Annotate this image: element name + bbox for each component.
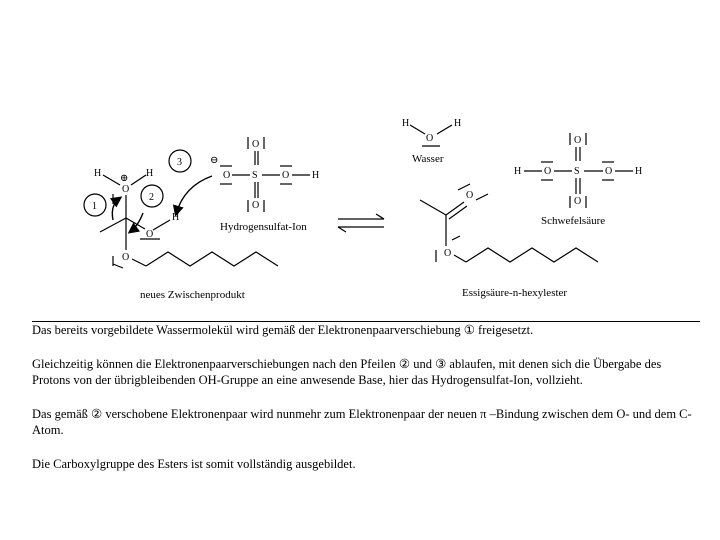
intermediate-h-mid: H [172, 212, 180, 223]
explanation-text [32, 321, 700, 490]
ester-o-carbonyl: O [466, 190, 474, 201]
hydrogensulfate-o-right: O [282, 170, 290, 181]
intermediate-o-mid: O [146, 229, 154, 240]
hydrogensulfate-s: S [252, 170, 258, 181]
intermediate-plus-charge: ⊕ [120, 173, 129, 184]
sulfuric-h-right: H [635, 166, 643, 177]
water-molecule [402, 118, 461, 146]
ester-caption: Essigsäure-n-hexylester [462, 287, 568, 299]
intermediate-molecule [84, 150, 278, 268]
electron-shift-arrow-2 [130, 213, 143, 232]
intermediate-o-ester: O [122, 252, 130, 263]
step-1-number: 1 [92, 201, 97, 212]
hydrogensulfate-o-left: O [223, 170, 231, 181]
water-h-left: H [402, 118, 410, 129]
sulfuric-o-right: O [605, 166, 613, 177]
sulfuric-acid-caption: Schwefelsäure [541, 215, 606, 227]
explanation-paragraph-2: Gleichzeitig können die Elektronenpaarverschiebungen nach den Pfeilen ② und ③ ablaufen, mit denen sich die Übergabe des Protons von der übrigbleibenden OH-Gruppe an eine anwesende Base, hier das Hydrogensulfat-Ion, vollzieht. [32, 357, 662, 387]
sulfuric-s: S [574, 166, 580, 177]
water-o: O [426, 133, 434, 144]
explanation-paragraph-1: Das bereits vorgebildete Wassermolekül wird gemäß der Elektronenpaarverschiebung ① freigesetzt. [32, 323, 534, 337]
sulfuric-o-left: O [544, 166, 552, 177]
hydrogensulfate-minus-charge: ⊖ [210, 155, 219, 166]
sulfuric-acid-molecule [514, 133, 642, 208]
explanation-paragraph-3: Das gemäß ② verschobene Elektronenpaar wird nunmehr zum Elektronenpaar der neuen π –Bindung zwischen dem O- und dem C-Atom. [32, 407, 692, 437]
water-caption: Wasser [412, 153, 444, 165]
intermediate-h-left: H [94, 168, 102, 179]
intermediate-h-right: H [146, 168, 154, 179]
ester-o-ester: O [444, 248, 452, 259]
equilibrium-arrows [338, 214, 384, 232]
sulfuric-h-left: H [514, 166, 522, 177]
step-3-number: 3 [177, 157, 182, 168]
intermediate-caption: neues Zwischenprodukt [140, 289, 245, 301]
water-h-right: H [454, 118, 462, 129]
electron-shift-arrow-3 [176, 176, 212, 214]
hydrogensulfate-h: H [312, 170, 320, 181]
hydrogensulfate-o-bottom: O [252, 200, 260, 211]
hydrogensulfate-caption: Hydrogensulfat-Ion [220, 221, 307, 233]
sulfuric-o-top: O [574, 135, 582, 146]
hydrogensulfate-ion [210, 137, 319, 212]
sulfuric-o-bottom: O [574, 196, 582, 207]
hydrogensulfate-o-top: O [252, 139, 260, 150]
explanation-paragraph-4: Die Carboxylgruppe des Esters ist somit vollständig ausgebildet. [32, 457, 356, 471]
intermediate-o-top: O [122, 184, 130, 195]
step-2-number: 2 [149, 192, 154, 203]
